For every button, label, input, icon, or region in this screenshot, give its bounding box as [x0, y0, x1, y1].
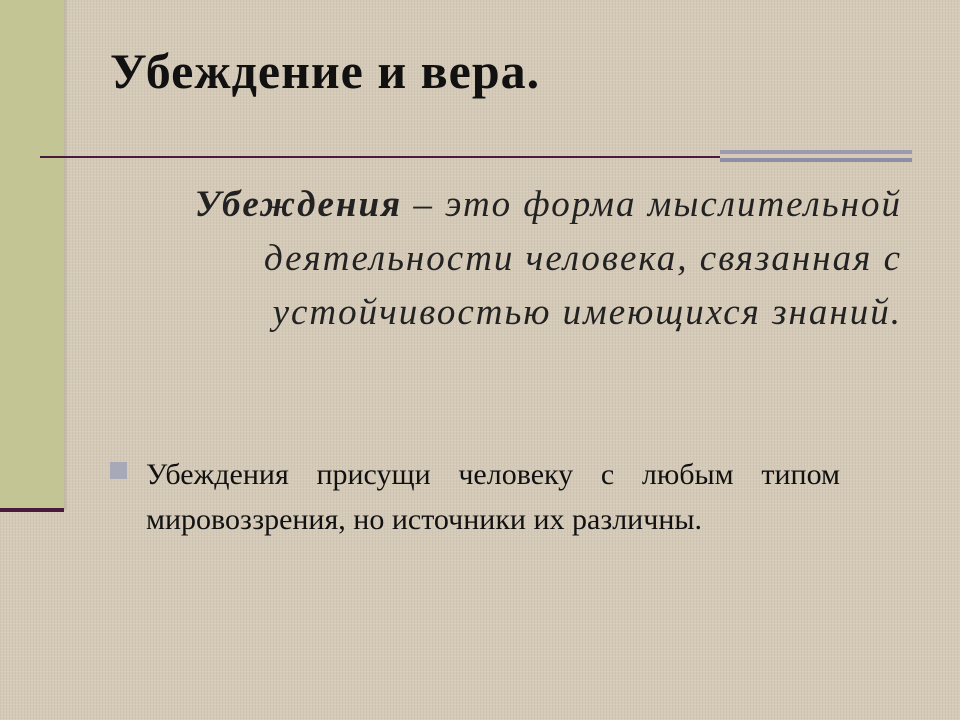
bullet-list	[104, 452, 840, 542]
bullet-text: Убеждения присущи человеку с любым типом мировоззрения, но источники их различны.	[146, 458, 840, 536]
left-decorative-bar	[0, 0, 64, 510]
definition-term: Убеждения	[194, 184, 403, 225]
left-bar-bottom-line	[0, 508, 64, 512]
left-bar-shadow	[64, 0, 68, 510]
definition-text: – это форма мыслительной деятельности человека, связанная с устойчивостью имеющихся знаний.	[263, 184, 902, 333]
title-divider-accent	[720, 150, 912, 162]
slide-title: Убеждение и вера.	[110, 43, 541, 99]
bullet-item	[104, 452, 840, 542]
definition-paragraph	[150, 178, 902, 340]
square-bullet-icon	[110, 462, 127, 479]
